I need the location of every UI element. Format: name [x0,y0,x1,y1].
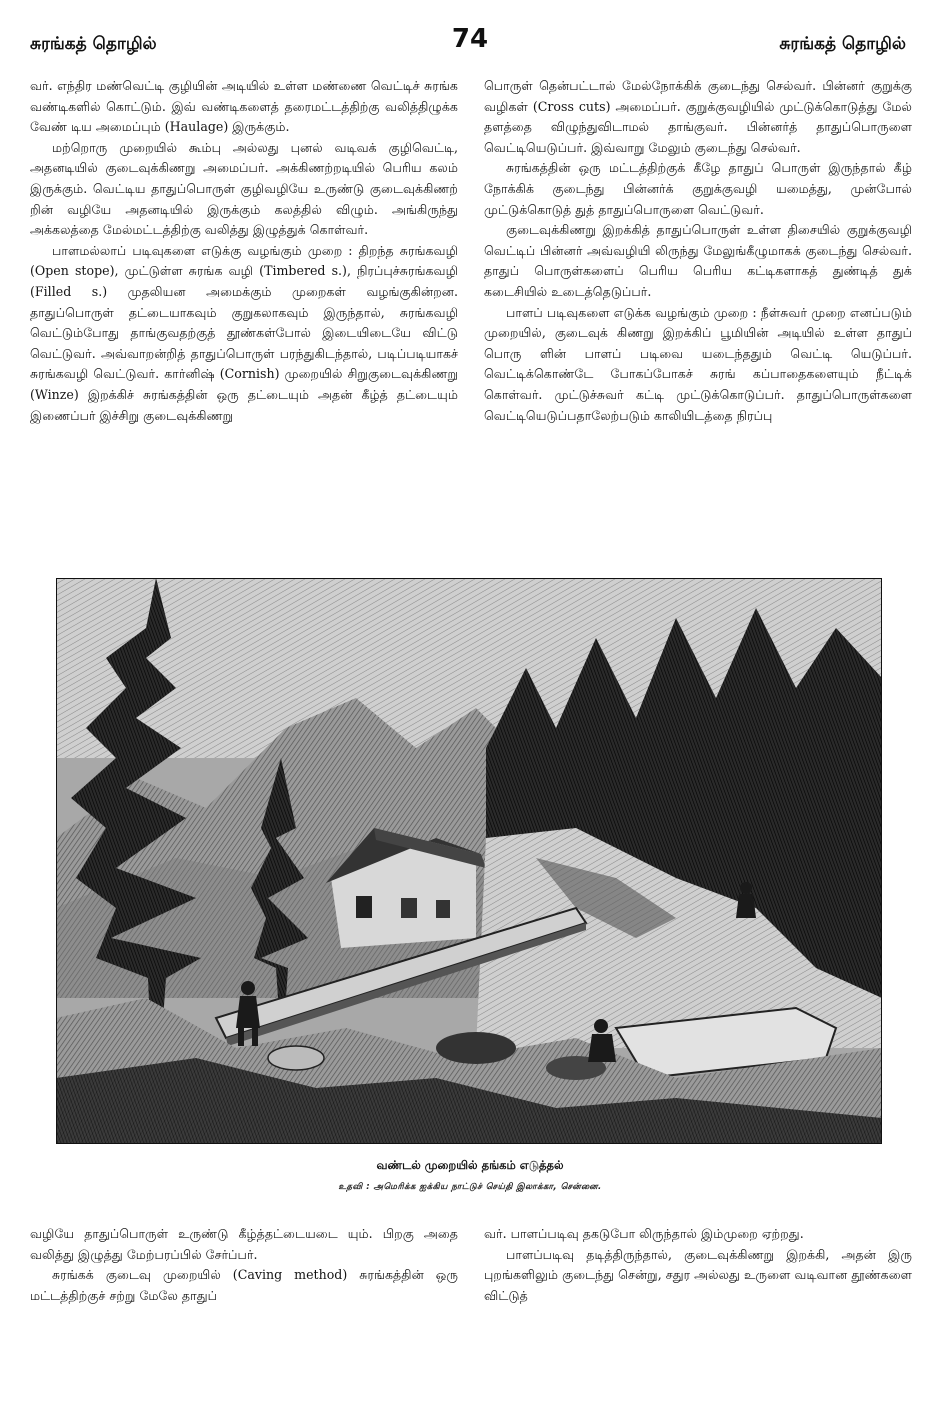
right-column-top [484,76,912,426]
paragraph: குடைவுக்கிணறு இறக்கித் தாதுப்பொருள் உள்ள திசையில் குறுக்குவழி வெட்டிப் பின்னர் அவ்வழியி லிருந்து மேலுங்கீழுமாகக் குடைந்து செல்வர். தாதுப் பொருள்களைப் பெரிய பெரிய கட்டிகளாகத் துண்டித் துக் கடைசியில் உடைத்தெடுப்பர். [484,222,912,299]
paragraph: பாளப் படிவுகளை எடுக்க வழங்கும் முறை : நீள்சுவர் முறை எனப்படும் முறையில், குடைவுக் கிணறு இறக்கிப் பூமியின் அடியில் உள்ள தாதுப் பொரு ளின் பாளப் படிவை யடைந்ததும் வெட்டி யெடுப்பர். வெட்டிக்கொண்டே போகப்போகச் சுரங் கப்பாதைகளையும் நீட்டிக் கொள்வர். முட்டுச்சுவர் கட்டி முட்டுக்கொடுப்பர். தாதுப்பொருள்களை வெட்டியெடுப்பதாலேற்படும் காலியிடத்தை நிரப்பு [484,304,912,423]
paragraph: சுரங்கக் குடைவு முறையில் (Caving method) சுரங்கத்தின் ஒரு மட்டத்திற்குச் சற்று மேலே தாதுப் [30,1267,458,1303]
running-header-left: சுரங்கத் தொழில் [30,34,157,54]
paragraph: சுரங்கத்தின் ஒரு மட்டத்திற்குக் கீழே தாதுப் பொருள் இருந்தால் கீழ் நோக்கிக் குடைந்து பின்னர்க் குறுக்குவழி யமைத்து, முன்போல் முட்டுக்கொடுத் துத் தாதுப்பொருளை வெட்டுவர். [484,160,912,217]
figure-credit: உதவி : அமெரிக்க ஐக்கிய நாட்டுச் செய்தி இலாக்கா, சென்னை. [338,1182,602,1192]
paragraph: வர். எந்திர மண்வெட்டி குழியின் அடியில் உள்ள மண்ணை வெட்டிச் சுரங்க வண்டிகளில் கொட்டும். இவ் வண்டிகளைத் தரைமட்டத்திற்கு வலித்திழுக்க வேண் டிய அமைப்பும் (Haulage) இருக்கும். [30,78,458,135]
paragraph: மற்றொரு முறையில் கூம்பு அல்லது புனல் வடிவக் குழிவெட்டி, அதனடியில் குடைவுக்கிணறு அமைப்பர். அக்கிணற்றடியில் பெரிய கலம் இருக்கும். வெட்டிய தாதுப்பொருள் குழிவழியே உருண்டு குடைவுக்கிணற் றின் வழியே அதனடியில் இருக்கும் கலத்தில் விழும். அங்கிருந்து அக்கலத்தை மேல்மட்டத்திற்கு வலித்து இழுத்துக் கொள்வர். [30,139,458,238]
left-column-top [30,76,458,426]
paragraph: பாளப்படிவு தடித்திருந்தால், குடைவுக்கிணறு இறக்கி, அதன் இரு புறங்களிலும் குடைந்து சென்று, சதுர அல்லது உருளை வடிவான தூண்களை விட்டுத் [484,1246,912,1303]
paragraph: வழியே தாதுப்பொருள் உருண்டு கீழ்த்தட்டையடை யும். பிறகு அதை வலித்து இழுத்து மேற்பரப்பில் சேர்ப்பர். [30,1226,458,1262]
page-number: 74 [451,24,489,54]
right-column-bottom [484,1224,912,1306]
paragraph: பொருள் தென்பட்டால் மேல்நோக்கிக் குடைந்து செல்வர். பின்னர் குறுக்கு வழிகள் (Cross cuts) அமைப்பர். குறுக்குவழியில் முட்டுக்கொடுத்து மேல் தளத்தை விழுந்துவிடாமல் தாங்குவர். பின்னர்த் தாதுப்பொருளை வெட்டியெடுப்பர். இவ்வாறு மேலும் குடைந்து செல்வர். [484,78,912,155]
paragraph: வர். பாளப்படிவு தகடுபோ லிருந்தால் இம்முறை ஏற்றது. [484,1226,804,1241]
gold-panning-engraving [56,578,882,1144]
mining-illustration [56,578,882,1144]
figure-caption: வண்டல் முறையில் தங்கம் எடுத்தல் [376,1158,564,1172]
paragraph: பாளமல்லாப் படிவுகளை எடுக்கு வழங்கும் முறை : திறந்த சுரங்கவழி (Open stope), முட்டுள்ள சுரங்க வழி (Timbered s.), நிரப்புச்சுரங்கவழி (Filled s.) முதலியன அமைக்கும் முறைகள் வழங்குகின்றன. தாதுப்பொருள் தட்டையாகவும் குறுகலாகவும் இருந்தால், சுரங்கவழி வெட்டும்போது தாங்குவதற்குத் தூண்கள்போல் இடையிடையே விட்டு வெட்டுவர். அவ்வாறன்றித் தாதுப்பொருள் பரந்துகிடந்தால், படிப்படியாகச் சுரங்கவழி வெட்டுவர். கார்னிஷ் (Cornish) முறையில் சிறுகுடைவுக்கிணறு (Winze) இறக்கிச் சுரங்கத்தின் ஒரு தட்டையும் அதன் கீழ்த் தட்டையும் இணைப்பர் இச்சிறு குடைவுக்கிணறு [30,242,458,423]
running-header-right: சுரங்கத் தொழில் [779,34,906,54]
left-column-bottom [30,1224,458,1306]
